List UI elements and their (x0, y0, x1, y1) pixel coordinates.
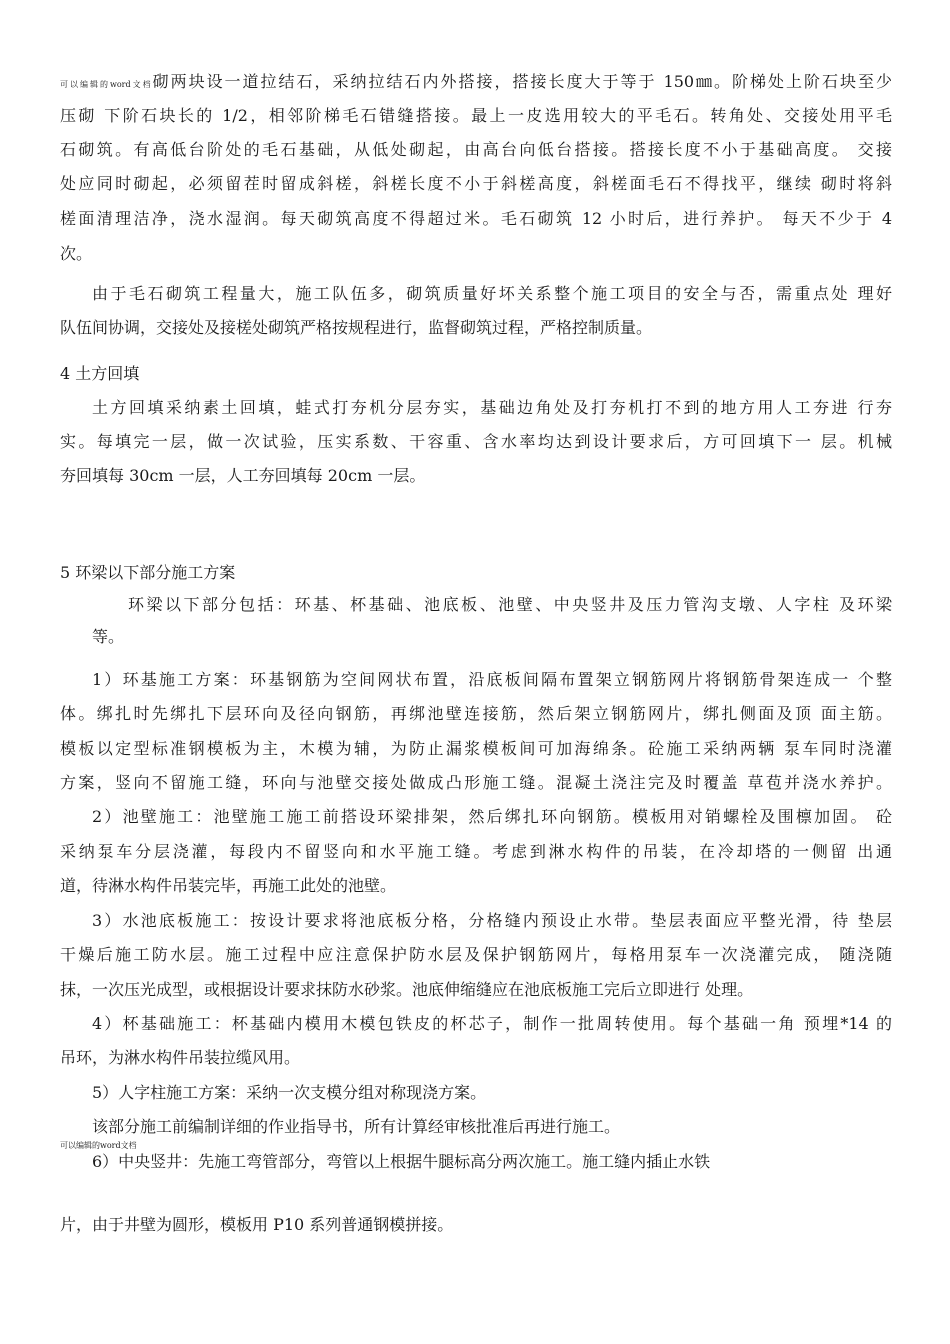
para1-line-2: 压砌 下阶石块长的 1/2，相邻阶梯毛石错缝搭接。最上一皮选用较大的平毛石。转角处、交接处用平毛 (60, 106, 892, 125)
item6-line-1: 6）中央竖井：先施工弯管部分，弯管以上根据牛腿标高分两次施工。施工缝内插止水铁 (92, 1152, 711, 1171)
para1-line-5: 槎面清理洁净，浇水湿润。每天砌筑高度不得超过米。毛石砌筑 12 小时后，进行养护。 每天不少于 4 (60, 209, 892, 228)
item4-line-1: 4）杯基础施工：杯基础内模用木模包铁皮的杯芯子，制作一批周转使用。每个基础一角 预埋*14 的 (92, 1014, 892, 1033)
para1-line-4: 处应同时砌起，必须留茬时留成斜槎，斜槎长度不小于斜槎高度，斜槎面毛石不得找平，继续 砌时将斜 (60, 174, 892, 193)
section4-heading: 4 土方回填 (60, 364, 140, 383)
item3-line-2: 干燥后施工防水层。施工过程中应注意保护防水层及保护钢筋网片，每格用泵车一次浇灌完成， 随浇随 (60, 945, 892, 964)
item1-line-3: 模板以定型标准钢模板为主，木模为辅，为防止漏浆模板间可加海绵条。砼施工采纳两辆 泵车同时浇灌 (60, 739, 892, 758)
item1-line-4: 方案，竖向不留施工缝，环向与池壁交接处做成凸形施工缝。混凝土浇注完及时覆盖 草苞并浇水养护。 (60, 773, 892, 792)
section5-intro-line-1: 环梁以下部分包括：环基、杯基础、池底板、池壁、中央竖井及压力管沟支墩、人字柱 及环梁 (128, 595, 892, 614)
item2-line-2: 采纳泵车分层浇灌，每段内不留竖向和水平施工缝。考虑到淋水构件的吊装，在冷却塔的一侧留 出通 (60, 842, 892, 861)
para2-line-1: 由于毛石砌筑工程量大，施工队伍多，砌筑质量好坏关系整个施工项目的安全与否，需重点处 理好 (92, 284, 892, 303)
item2-line-3: 道，待淋水构件吊装完毕，再施工此处的池壁。 (60, 876, 397, 895)
header-watermark: 可以编辑的word文档 (60, 80, 153, 89)
item3-line-3: 抹，一次压光成型，或根据设计要求抹防水砂浆。池底伸缩缝应在池底板施工完后立即进行 处理。 (60, 980, 754, 999)
section5-heading: 5 环梁以下部分施工方案 (60, 563, 236, 582)
footer-watermark: 可以编辑的word文档 (60, 1141, 137, 1150)
item4-line-2: 吊环，为淋水构件吊装拉缆风用。 (60, 1048, 301, 1067)
item2-line-1: 2）池壁施工：池壁施工施工前搭设环梁排架，然后绑扎环向钢筋。模板用对销螺栓及围檩加固。 砼 (92, 807, 892, 826)
section5-intro-line-2: 等。 (92, 627, 125, 646)
para1-line-6: 次。 (60, 244, 93, 263)
section5-note: 该部分施工前编制详细的作业指导书，所有计算经审核批准后再进行施工。 (92, 1117, 621, 1136)
para1-line-3: 石砌筑。有高低台阶处的毛石基础，从低处砌起，由高台向低台搭接。搭接长度不小于基础高度。 交接 (60, 140, 892, 159)
section4-line-3: 夯回填每 30cm 一层，人工夯回填每 20cm 一层。 (60, 466, 426, 485)
section4-line-1: 土方回填采纳素土回填，蛙式打夯机分层夯实，基础边角处及打夯机打不到的地方用人工夯进 行夯 (92, 398, 892, 417)
section4-line-2: 实。每填完一层，做一次试验，压实系数、干容重、含水率均达到设计要求后，方可回填下一 层。机械 (60, 432, 892, 451)
item3-line-1: 3）水池底板施工：按设计要求将池底板分格，分格缝内预设止水带。垫层表面应平整光滑，待 垫层 (92, 911, 892, 930)
item6-line-2: 片，由于井壁为圆形，模板用 P10 系列普通钢模拼接。 (60, 1215, 454, 1234)
para2-line-2: 队伍间协调，交接处及接槎处砌筑严格按规程进行，监督砌筑过程，严格控制质量。 (60, 318, 653, 337)
item5-line: 5）人字柱施工方案：采纳一次支模分组对称现浇方案。 (92, 1083, 487, 1102)
para1-line-1: 可以编辑的word文档砌两块设一道拉结石，采纳拉结石内外搭接，搭接长度大于等于 150㎜。阶梯处上阶石块至少 (60, 72, 892, 91)
item1-line-2: 体。绑扎时先绑扎下层环向及径向钢筋，再绑池壁连接筋，然后架立钢筋网片，绑扎侧面及顶 面主筋。 (60, 704, 892, 723)
item1-line-1: 1）环基施工方案：环基钢筋为空间网状布置，沿底板间隔布置架立钢筋网片将钢筋骨架连成一 个整 (92, 670, 892, 689)
